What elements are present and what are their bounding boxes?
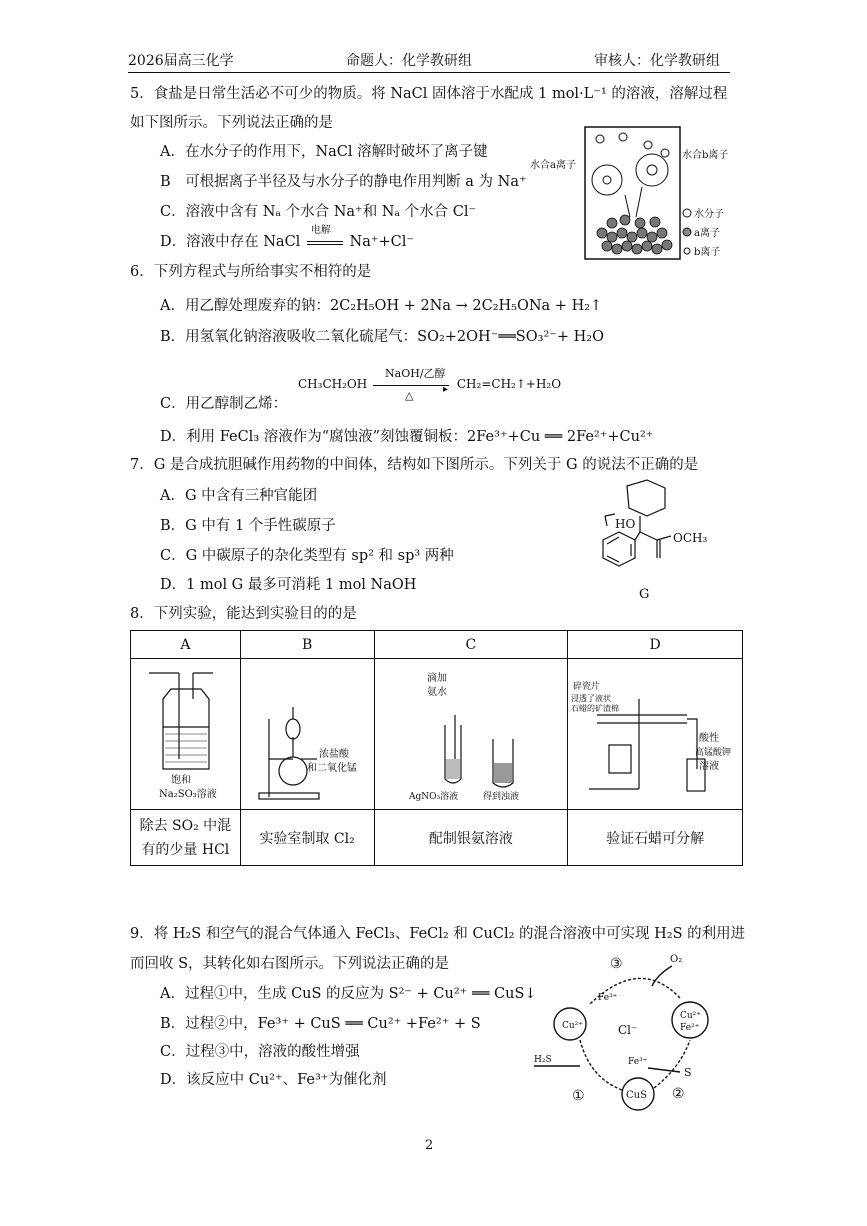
q9-stem-line1: 9．将 H₂S 和空气的混合气体通入 FeCl₃、FeCl₂ 和 CuCl₂ 的混合溶液中可实现 H₂S 的利用进: [130, 926, 746, 942]
q6-equation-c: [298, 366, 562, 402]
q9-fe3-top: Fe³⁺: [598, 993, 618, 1003]
q5-dissolution-figure: [530, 125, 735, 265]
q9-fe3-mid: Fe³⁺: [628, 1057, 648, 1067]
q9-cus: CuS: [626, 1090, 647, 1101]
q8-c-label1: 滴加: [426, 673, 447, 684]
q9-cu2: Cu²⁺: [562, 1021, 584, 1031]
q9-cycle-figure: [530, 948, 730, 1118]
q9-option-b: B．过程②中，Fe³⁺ + CuS ══ Cu²⁺ +Fe²⁺ + S: [160, 1016, 481, 1032]
q9-option-c: C．过程③中，溶液的酸性增强: [160, 1044, 360, 1060]
q5-option-b: B 可根据离子半径及与水分子的静电作用判断 a 为 Na⁺: [160, 174, 527, 190]
q9-fe2-right: Fe²⁺: [680, 1023, 700, 1033]
q7-option-c: C．G 中碳原子的杂化类型有 sp² 和 sp³ 两种: [160, 548, 454, 564]
q8-figure-b: [240, 659, 374, 810]
q8-d-label3: 石蜡的矿渣棉: [570, 704, 619, 713]
q7-option-d: D．1 mol G 最多可消耗 1 mol NaOH: [160, 577, 417, 593]
q7-structure-figure: [585, 478, 735, 604]
q8-goal-a: 除去 SO₂ 中混有的少量 HCl: [131, 810, 241, 866]
q6-option-d: D．利用 FeCl₃ 溶液作为“腐蚀液”刻蚀覆铜板：2Fe³⁺+Cu ══ 2Fe²⁺+Cu²⁺: [160, 429, 654, 445]
q8-header-a: A: [131, 631, 241, 659]
q9-step2: ②: [672, 1086, 685, 1102]
q6-option-b: B．用氢氧化钠溶液吸收二氧化硫尾气：SO₂+2OH⁻══SO₃²⁻+ H₂O: [160, 329, 605, 345]
q9-step3: ③: [610, 956, 623, 972]
q7-fig-ho: HO: [615, 517, 636, 531]
header-reviewer: 审核人：化学教研组: [594, 53, 720, 69]
q7-option-b: B．G 中有 1 个手性碳原子: [160, 518, 336, 534]
q9-stem-line2: 而回收 S，其转化如右图所示。下列说法正确的是: [130, 956, 450, 972]
q9-h2s: H₂S: [534, 1055, 552, 1065]
q8-c-label4: 得到浊液: [482, 792, 519, 802]
q9-cl: Cl⁻: [618, 1023, 638, 1037]
header-author: 命题人：化学教研组: [346, 53, 472, 69]
q6-eq-right: CH₂=CH₂↑+H₂O: [456, 377, 562, 391]
q7-stem: 7．G 是合成抗胆碱作用药物的中间体，结构如下图所示。下列关于 G 的说法不正确的是: [130, 457, 699, 473]
q5-label-hydrated-b: 水合b离子: [682, 150, 729, 161]
q8-d-label5: 高锰酸钾: [694, 748, 731, 758]
q6-eq-arrow: NaOH/乙醇 ▸ △: [371, 378, 453, 392]
q6-eq-heat: △: [405, 388, 414, 402]
q7-fig-och3: OCH₃: [673, 531, 708, 545]
q8-goal-d: 验证石蜡可分解: [568, 810, 743, 866]
q8-header-d: D: [568, 631, 743, 659]
q8-figure-c: [374, 659, 568, 810]
header-course: 2026届高三化学: [128, 53, 234, 69]
q8-a-label2: Na₂SO₃溶液: [159, 789, 218, 800]
q6-stem: 6．下列方程式与所给事实不相符的是: [130, 264, 372, 280]
q8-figure-d: [568, 659, 743, 810]
q5-option-d: [160, 225, 415, 252]
q9-s: S: [684, 1066, 692, 1079]
q5-legend-water: 水分子: [694, 209, 724, 220]
q5-arrow-label: 电解: [310, 225, 331, 236]
q5-option-c: C．溶液中含有 Nₐ 个水合 Na⁺和 Nₐ 个水合 Cl⁻: [160, 204, 477, 220]
q5-label-hydrated-a: 水合a离子: [530, 160, 576, 171]
q5-option-a: A．在水分子的作用下，NaCl 溶解时破坏了离子键: [160, 144, 488, 160]
q8-c-label2: 氨水: [426, 687, 447, 698]
q8-header-b: B: [240, 631, 374, 659]
q5-legend-b: b离子: [694, 247, 721, 258]
q8-d-label2: 浸透了液状: [570, 694, 611, 703]
q9-step1: ①: [572, 1088, 585, 1104]
q9-o2: O₂: [670, 954, 683, 965]
q7-option-a: A．G 中含有三种官能团: [160, 488, 318, 504]
q6-option-a: A．用乙醇处理废弃的钠：2C₂H₅OH + 2Na → 2C₂H₅ONa + H₂↑: [160, 298, 603, 314]
page-number: 2: [425, 1138, 434, 1153]
q8-stem: 8．下列实验，能达到实验目的的是: [130, 606, 357, 622]
q8-a-label1: 饱和: [171, 775, 192, 786]
q7-fig-label: G: [639, 587, 650, 602]
q8-b-label2: 和二氧化锰: [307, 763, 358, 774]
q8-d-label4: 酸性: [698, 733, 719, 744]
q8-b-label1: 浓盐酸: [319, 749, 350, 760]
q6-eq-left: CH₃CH₂OH: [298, 377, 368, 391]
q8-header-c: C: [374, 631, 568, 659]
header-rule: [128, 72, 730, 73]
q8-d-label1: 碎瓷片: [572, 682, 600, 692]
page-header: [128, 50, 730, 72]
q8-c-label3: AgNO₃溶液: [408, 792, 458, 802]
q6-eq-condition: NaOH/乙醇: [385, 366, 446, 380]
q5-stem-line2: 如下图所示。下列说法正确的是: [130, 115, 333, 131]
q5-option-d-left: D．溶液中存在 NaCl: [160, 234, 301, 250]
q9-option-d: D．该反应中 Cu²⁺、Fe³⁺为催化剂: [160, 1072, 387, 1088]
q6-option-c: C．用乙醇制乙烯：: [160, 396, 288, 412]
q5-electrolysis-arrow: [305, 225, 345, 249]
q8-table: [130, 630, 743, 866]
q9-option-a: A．过程①中，生成 CuS 的反应为 S²⁻ + Cu²⁺ ══ CuS↓: [160, 986, 537, 1002]
q5-legend-a: a离子: [694, 228, 720, 239]
q5-option-d-right: Na⁺+Cl⁻: [349, 234, 415, 250]
q9-cu2-right: Cu²⁺: [680, 1011, 702, 1021]
q8-goal-b: 实验室制取 Cl₂: [240, 810, 374, 866]
q8-figure-a: [131, 659, 241, 810]
q8-goal-c: 配制银氨溶液: [374, 810, 568, 866]
q5-stem-line1: 5．食盐是日常生活必不可少的物质。将 NaCl 固体溶于水配成 1 mol·L⁻¹ 的溶液，溶解过程: [130, 86, 728, 102]
q8-d-label6: 溶液: [698, 761, 719, 772]
